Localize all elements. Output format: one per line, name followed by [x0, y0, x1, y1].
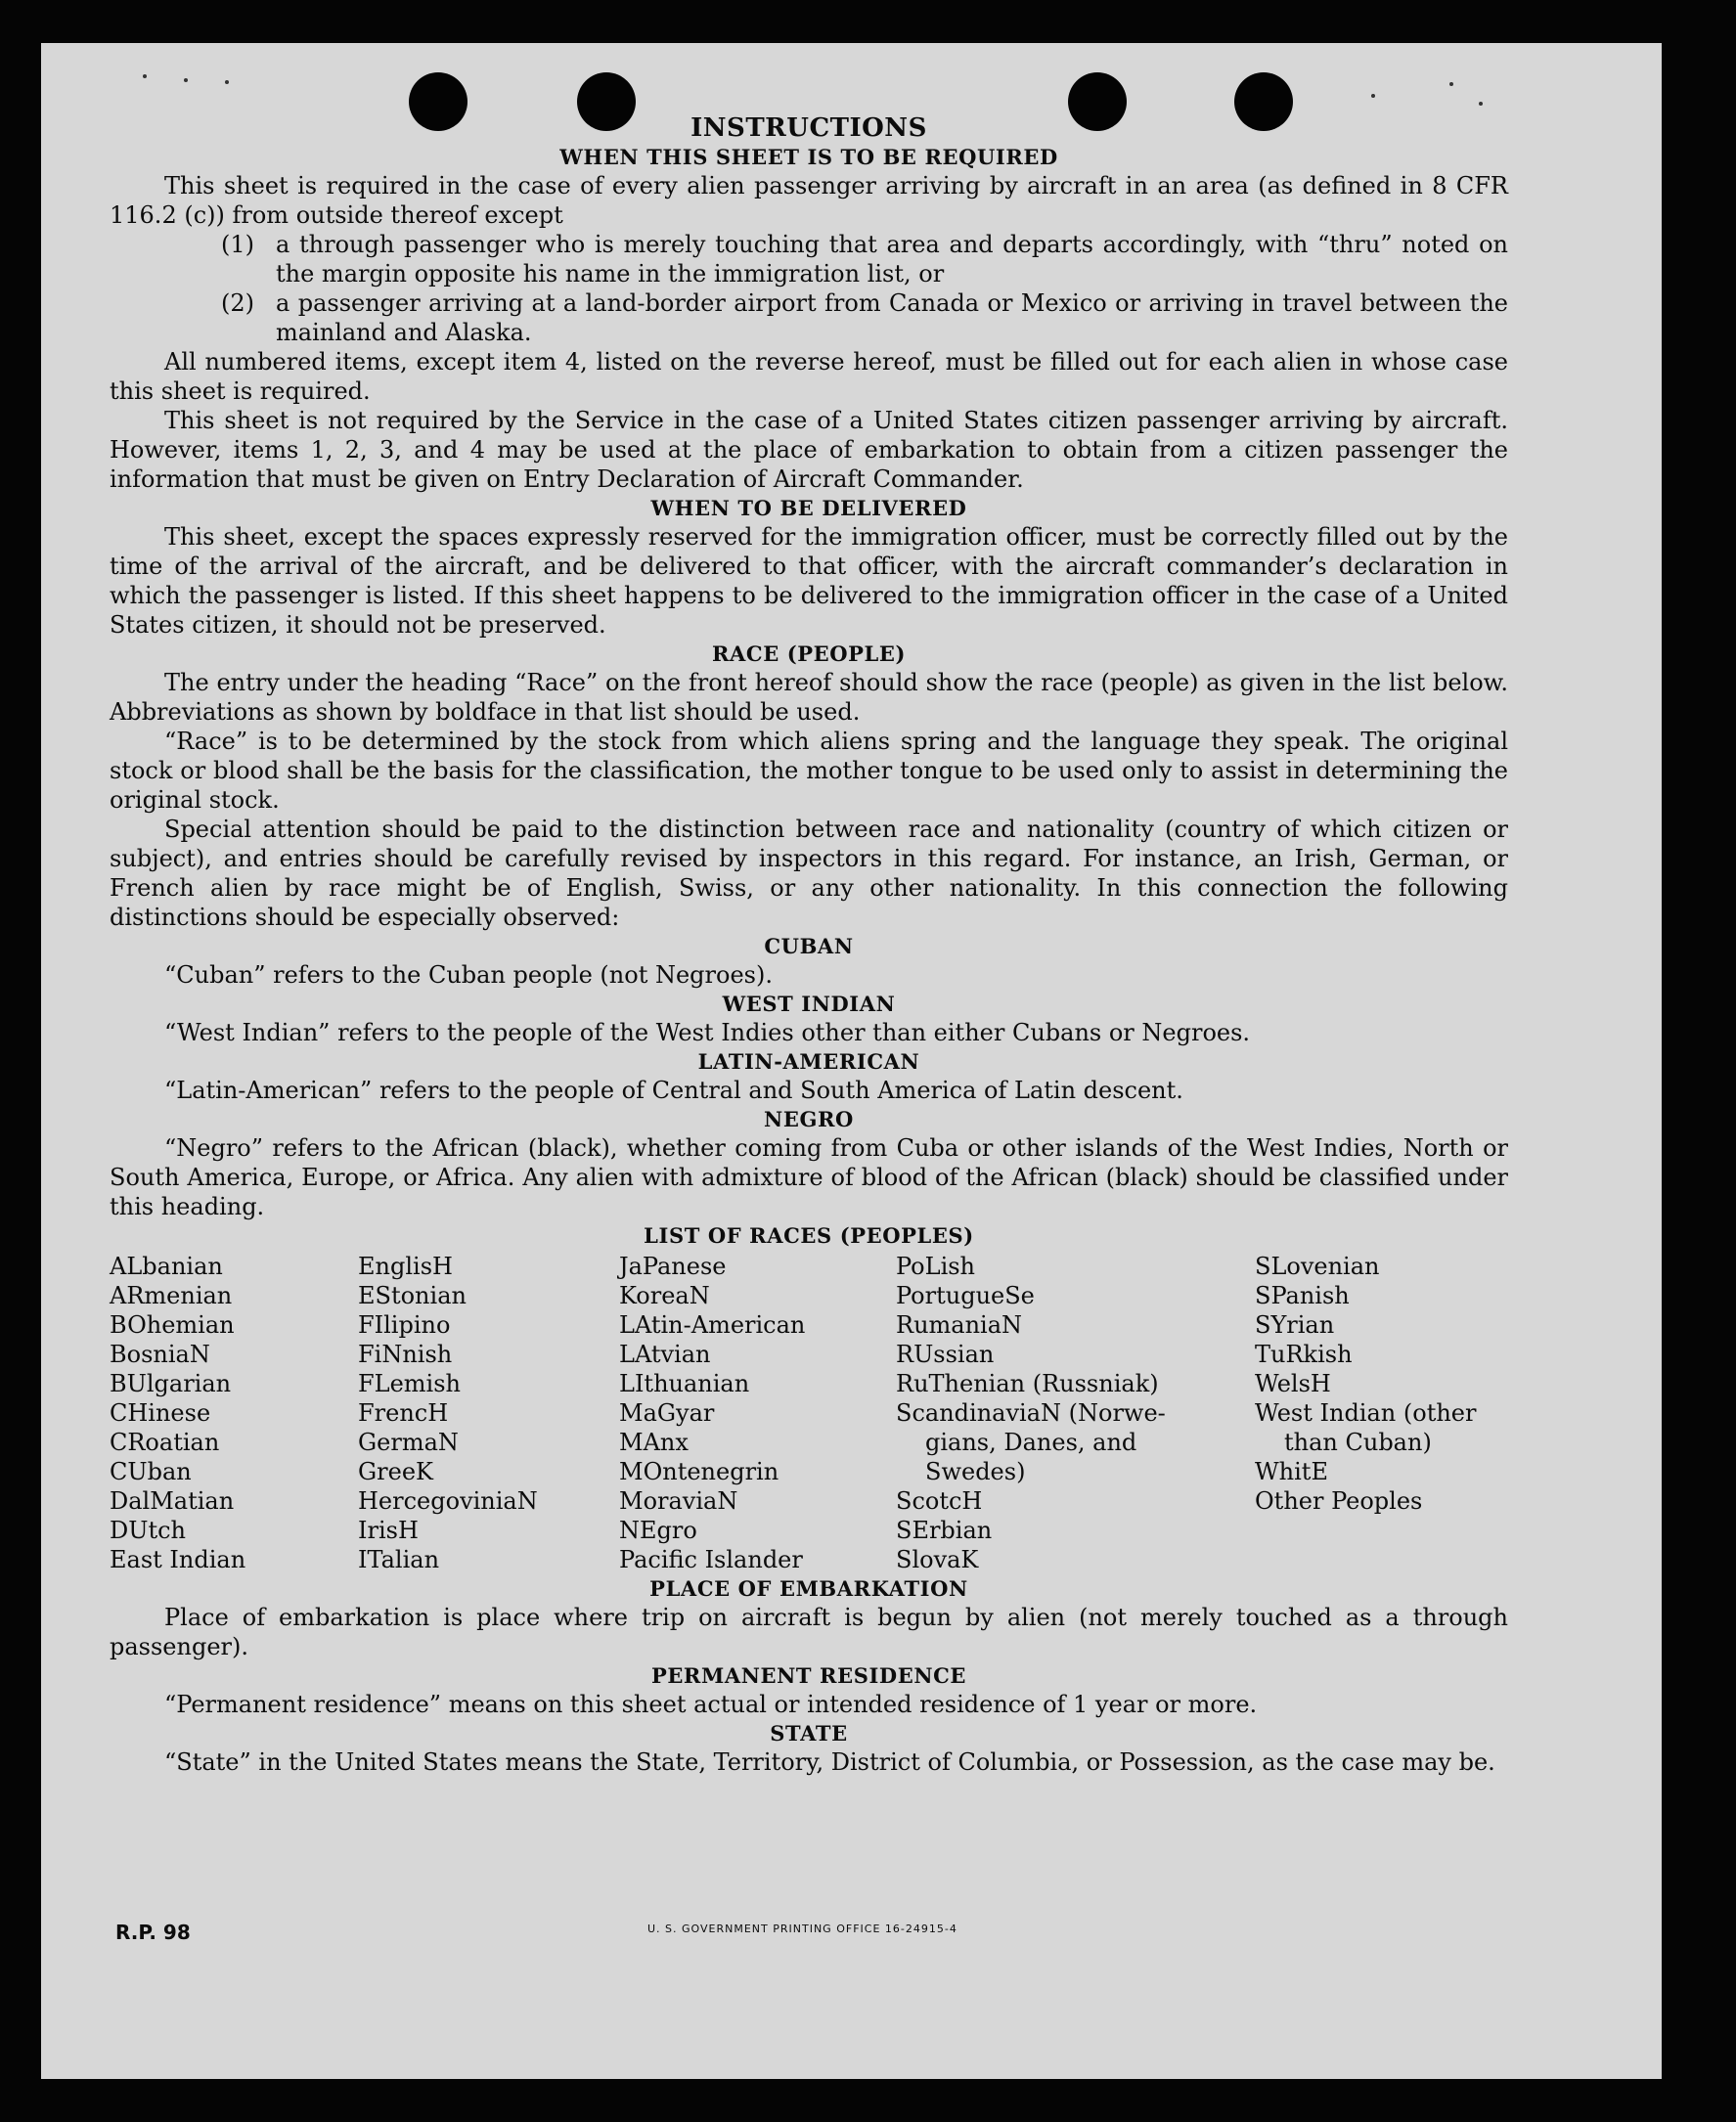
race-entry: CHinese — [110, 1399, 211, 1427]
speck — [1479, 102, 1483, 106]
race-entry: RuThenian (Russniak) — [896, 1370, 1159, 1397]
form-number: R.P. 98 — [115, 1921, 191, 1944]
definition: “West Indian” refers to the people of the West Indies other than either Cubans or Negroes. — [164, 1019, 1251, 1046]
race-entry-continued: Swedes) — [925, 1458, 1026, 1485]
race-entry: ALbanian — [110, 1253, 223, 1280]
race-entry: West Indian (other — [1255, 1399, 1477, 1427]
race-entry-continued: than Cuban) — [1284, 1429, 1432, 1456]
speck — [225, 80, 229, 84]
race-entry: SlovaK — [896, 1546, 979, 1573]
races-column — [110, 1252, 358, 1574]
race-entry: GreeK — [358, 1458, 433, 1485]
race-entry: FLemish — [358, 1370, 461, 1397]
paragraph: This sheet is not required by the Service in the case of a United States citizen passenger arriving by aircraft. However, items 1, 2, 3, and 4 may be used at the place of embarkation to obtain from a citizen passenger the information that must be given on Entry Declaration of Aircraft Commander. — [110, 407, 1508, 493]
races-column — [896, 1252, 1255, 1574]
heading-cuban: CUBAN — [764, 934, 854, 958]
race-entry: WhitE — [1255, 1458, 1328, 1485]
race-entry: IrisH — [358, 1517, 419, 1544]
definition: Place of embarkation is place where trip on aircraft is begun by alien (not merely touched as a through passenger). — [110, 1604, 1508, 1660]
race-entry: SErbian — [896, 1517, 993, 1544]
document-sheet — [41, 43, 1662, 2079]
race-entry: WelsH — [1255, 1370, 1331, 1397]
race-entry: TuRkish — [1255, 1341, 1353, 1368]
instructions-body — [110, 113, 1508, 1777]
race-entry: SPanish — [1255, 1282, 1350, 1309]
race-entry: DalMatian — [110, 1487, 235, 1515]
race-entry: JaPanese — [619, 1253, 727, 1280]
race-entry: MOntenegrin — [619, 1458, 779, 1485]
race-entry: ScandinaviaN (Norwe- — [896, 1399, 1166, 1427]
race-entry: SYrian — [1255, 1311, 1335, 1339]
speck — [1449, 82, 1453, 86]
paragraph: Special attention should be paid to the distinction between race and nationality (country of which citizen or subject), and entries should be carefully revised by inspectors in this regard. For instance, an Irish, German, or French alien by race might be of English, Swiss, or any other nationality. In this connection the following distinctions should be especially observed: — [110, 816, 1508, 931]
item-number: (2) — [221, 289, 254, 317]
heading-west-indian: WEST INDIAN — [722, 992, 896, 1016]
race-entry: NEgro — [619, 1517, 697, 1544]
heading-list-of-races: LIST OF RACES (PEOPLES) — [644, 1223, 974, 1248]
definition: “State” in the United States means the State, Territory, District of Columbia, or Possession, as the case may be. — [164, 1748, 1495, 1776]
paragraph: All numbered items, except item 4, listed on the reverse hereof, must be filled out for each alien in whose case this sheet is required. — [110, 348, 1508, 405]
race-entry: KoreaN — [619, 1282, 710, 1309]
race-entry: EStonian — [358, 1282, 467, 1309]
race-entry: MAnx — [619, 1429, 689, 1456]
races-column — [619, 1252, 896, 1574]
race-entry: PoLish — [896, 1253, 976, 1280]
race-entry: ARmenian — [110, 1282, 233, 1309]
race-entry: DUtch — [110, 1517, 187, 1544]
definition: “Permanent residence” means on this sheet actual or intended residence of 1 year or more. — [164, 1691, 1258, 1718]
speck — [143, 74, 147, 78]
paragraph: This sheet is required in the case of every alien passenger arriving by aircraft in an area (as defined in 8 CFR 116.2 (c)) from outside thereof except — [110, 172, 1508, 229]
race-entry: FiNnish — [358, 1341, 453, 1368]
race-entry: RUssian — [896, 1341, 995, 1368]
heading-race: RACE (PEOPLE) — [711, 641, 907, 666]
race-entry: CRoatian — [110, 1429, 220, 1456]
paragraph: This sheet, except the spaces expressly reserved for the immigration officer, must be correctly filled out by the time of the arrival of the aircraft, and be delivered to that officer, with the aircraft commander’s declaration in which the passenger is listed. If this sheet happens to be delivered to the immigration officer in the case of a United States citizen, it should not be preserved. — [110, 523, 1508, 639]
definition: “Negro” refers to the African (black), whether coming from Cuba or other islands of the West Indies, North or South America, Europe, or Africa. Any alien with admixture of blood of the African (black) should be classified under this heading. — [110, 1134, 1508, 1220]
heading-state: STATE — [770, 1721, 848, 1746]
race-entry: PortugueSe — [896, 1282, 1035, 1309]
race-entry: BOhemian — [110, 1311, 235, 1339]
paragraph: “Race” is to be determined by the stock from which aliens spring and the language they speak. The original stock or blood shall be the basis for the classification, the mother tongue to be used only to assist in determining the original stock. — [110, 728, 1508, 814]
heading-embarkation: PLACE OF EMBARKATION — [649, 1576, 968, 1601]
heading-when-delivered: WHEN TO BE DELIVERED — [650, 496, 967, 520]
races-list — [110, 1252, 1508, 1574]
item-text: a through passenger who is merely touching that area and departs accordingly, with “thru” noted on the margin opposite his name in the immigration list, or — [276, 231, 1508, 287]
race-entry: GermaN — [358, 1429, 459, 1456]
race-entry: HercegoviniaN — [358, 1487, 538, 1515]
race-entry: BosniaN — [110, 1341, 210, 1368]
race-entry: SLovenian — [1255, 1253, 1380, 1280]
speck — [1371, 94, 1375, 98]
race-entry: MaGyar — [619, 1399, 715, 1427]
races-column — [1255, 1252, 1508, 1574]
race-entry: ITalian — [358, 1546, 440, 1573]
item-text: a passenger arriving at a land-border airport from Canada or Mexico or arriving in travel between the mainland and Alaska. — [276, 289, 1508, 346]
page-title: INSTRUCTIONS — [690, 113, 927, 143]
race-entry: East Indian — [110, 1546, 246, 1573]
race-entry: LAtin-American — [619, 1311, 806, 1339]
item-number: (1) — [221, 231, 254, 258]
heading-when-required: WHEN THIS SHEET IS TO BE REQUIRED — [559, 145, 1058, 169]
race-entry: RumaniaN — [896, 1311, 1023, 1339]
heading-permanent-residence: PERMANENT RESIDENCE — [650, 1663, 967, 1688]
race-entry: ScotcH — [896, 1487, 983, 1515]
race-entry: CUban — [110, 1458, 192, 1485]
race-entry: FIlipino — [358, 1311, 451, 1339]
race-entry: MoraviaN — [619, 1487, 738, 1515]
printer-imprint: U. S. GOVERNMENT PRINTING OFFICE 16-24915-4 — [647, 1923, 957, 1935]
heading-latin-american: LATIN-AMERICAN — [697, 1049, 920, 1074]
race-entry: BUlgarian — [110, 1370, 232, 1397]
race-entry: EnglisH — [358, 1253, 453, 1280]
exception-item — [221, 230, 1508, 288]
race-entry-continued: gians, Danes, and — [925, 1429, 1137, 1456]
speck — [184, 78, 188, 82]
races-column — [358, 1252, 619, 1574]
definition: “Cuban” refers to the Cuban people (not Negroes). — [164, 961, 773, 989]
paragraph: The entry under the heading “Race” on the front hereof should show the race (people) as given in the list below. Abbreviations as shown by boldface in that list should be used. — [110, 669, 1508, 726]
heading-negro: NEGRO — [764, 1107, 854, 1131]
race-entry: LIthuanian — [619, 1370, 750, 1397]
race-entry: FrencH — [358, 1399, 449, 1427]
definition: “Latin-American” refers to the people of Central and South America of Latin descent. — [164, 1077, 1183, 1104]
race-entry: LAtvian — [619, 1341, 711, 1368]
race-entry: Other Peoples — [1255, 1487, 1423, 1515]
race-entry: Pacific Islander — [619, 1546, 803, 1573]
exception-item — [221, 288, 1508, 347]
